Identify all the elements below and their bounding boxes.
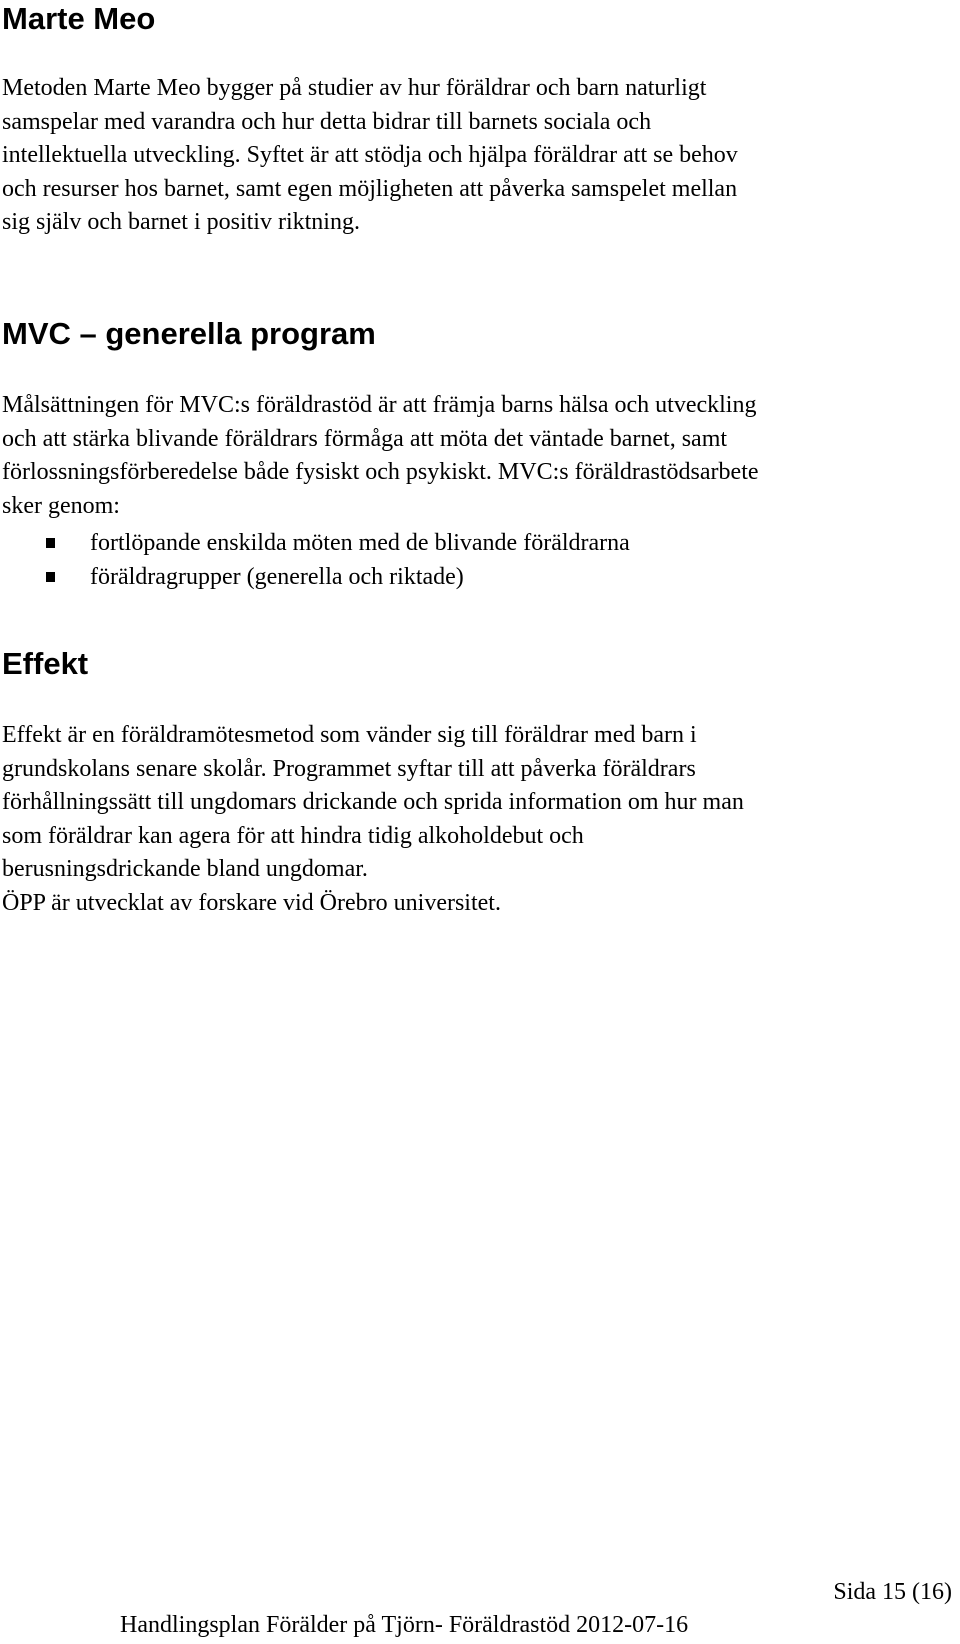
- list-item-text: föräldragrupper (generella och riktade): [90, 563, 464, 590]
- text-line: Målsättningen för MVC:s föräldrastöd är att främja barns hälsa och utveckling: [2, 392, 757, 418]
- square-bullet-icon: [46, 538, 55, 548]
- list-item: [2, 527, 630, 561]
- heading-marte-meo: Marte Meo: [2, 1, 156, 36]
- text-line: som föräldrar kan agera för att hindra tidig alkoholdebut och: [2, 822, 584, 849]
- text-line: intellektuella utveckling. Syftet är att stödja och hjälpa föräldrar att se behov: [2, 142, 738, 169]
- text-line: och att stärka blivande föräldrars förmåga att möta det väntade barnet, samt: [2, 425, 728, 452]
- paragraph-marte-meo: [2, 72, 952, 240]
- text-line: grundskolans senare skolår. Programmet syftar till att påverka föräldrars: [2, 755, 696, 782]
- bullet-list: [2, 527, 630, 594]
- page-number: Sida 15 (16): [833, 1579, 952, 1605]
- square-bullet-icon: [46, 572, 55, 582]
- text-line: förlossningsförberedelse både fysiskt och psykiskt. MVC:s föräldrastödsarbete: [2, 459, 759, 486]
- text-line: Effekt är en föräldramötesmetod som vänder sig till föräldrar med barn i: [2, 722, 697, 748]
- text-line: sker genom:: [2, 492, 120, 519]
- text-line: Metoden Marte Meo bygger på studier av hur föräldrar och barn naturligt: [2, 75, 707, 101]
- text-line: ÖPP är utvecklat av forskare vid Örebro universitet.: [2, 889, 501, 916]
- text-line: sig själv och barnet i positiv riktning.: [2, 209, 360, 236]
- text-line: samspelar med varandra och hur detta bidrar till barnets sociala och: [2, 108, 652, 135]
- page-footer: Handlingsplan Förälder på Tjörn- Föräldrastöd 2012-07-16: [120, 1612, 689, 1638]
- list-item: [2, 561, 630, 595]
- paragraph-effekt: [2, 719, 952, 921]
- text-line: berusningsdrickande bland ungdomar.: [2, 856, 368, 883]
- text-line: förhållningssätt till ungdomars drickande och sprida information om hur man: [2, 789, 744, 816]
- text-line: och resurser hos barnet, samt egen möjligheten att påverka samspelet mellan: [2, 175, 738, 202]
- list-item-text: fortlöpande enskilda möten med de blivande föräldrarna: [90, 530, 630, 556]
- heading-mvc: MVC – generella program: [2, 316, 376, 351]
- heading-effekt: Effekt: [2, 646, 89, 681]
- paragraph-mvc: [2, 389, 952, 523]
